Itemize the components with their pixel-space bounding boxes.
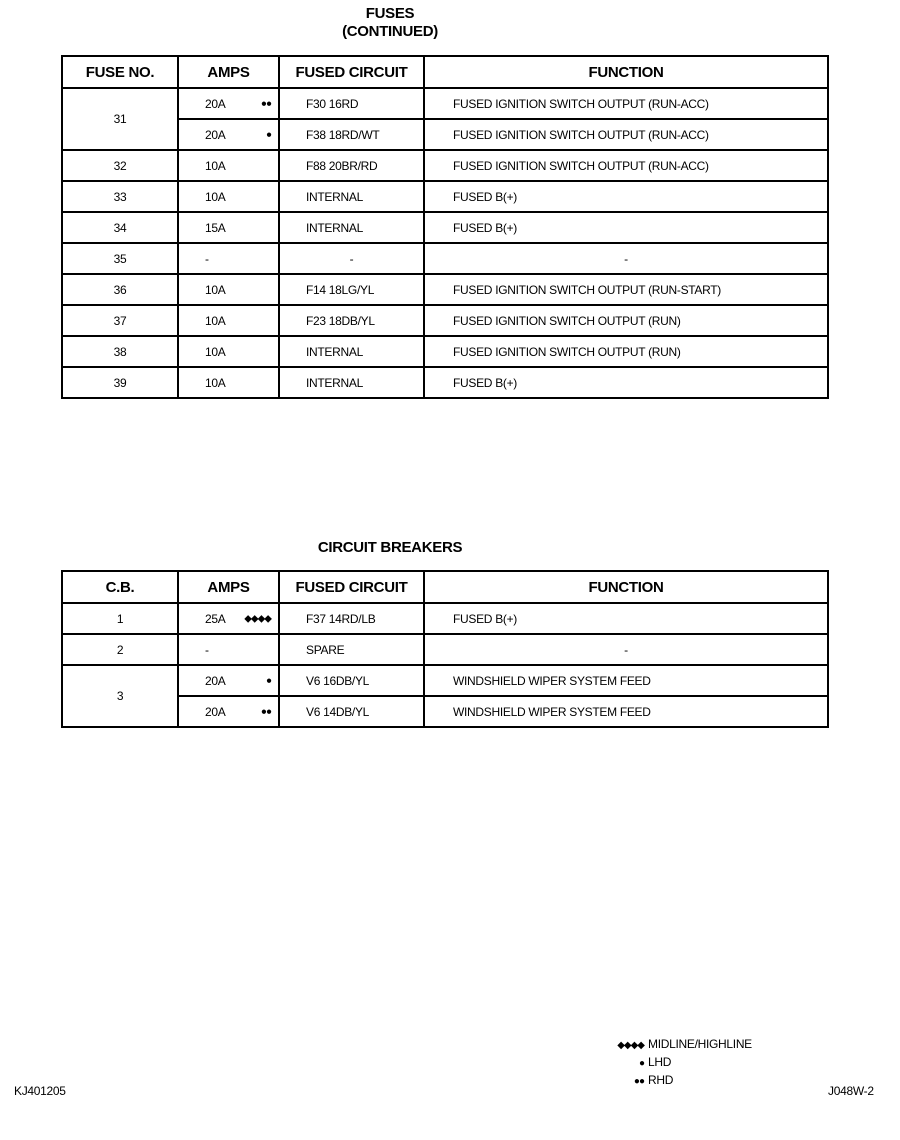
legend-item (612, 1055, 752, 1073)
function: FUSED IGNITION SWITCH OUTPUT (RUN-START) (424, 274, 828, 305)
amps-value: 25A (205, 611, 226, 626)
header-cb: C.B. (62, 571, 178, 603)
table-row (62, 88, 828, 119)
table-row (62, 212, 828, 243)
amps-value: 10A (178, 336, 279, 367)
legend-label: LHD (648, 1055, 672, 1069)
legend-item (612, 1073, 752, 1091)
function: FUSED IGNITION SWITCH OUTPUT (RUN) (424, 305, 828, 336)
lhd-marker-icon: ● (265, 675, 271, 686)
breakers-title: CIRCUIT BREAKERS (317, 539, 463, 556)
fuses-title-line1: FUSES (365, 5, 415, 22)
fused-circuit: V6 14DB/YL (279, 696, 424, 727)
amps-value: 20A (205, 673, 226, 688)
fuses-header-row (62, 56, 828, 88)
amps-value: 20A (205, 704, 226, 719)
table-row (62, 603, 828, 634)
header-amps: AMPS (178, 56, 279, 88)
table-row (62, 665, 828, 696)
fused-circuit: F88 20BR/RD (279, 150, 424, 181)
legend-label: MIDLINE/HIGHLINE (648, 1037, 752, 1051)
function: FUSED B(+) (424, 603, 828, 634)
function: FUSED IGNITION SWITCH OUTPUT (RUN-ACC) (424, 88, 828, 119)
header-fused-circuit: FUSED CIRCUIT (279, 571, 424, 603)
fused-circuit: F38 18RD/WT (279, 119, 424, 150)
amps-value: 20A (205, 127, 226, 142)
table-row (62, 150, 828, 181)
fused-circuit: INTERNAL (279, 212, 424, 243)
fused-circuit: SPARE (279, 634, 424, 665)
legend (612, 1037, 752, 1091)
amps-value: 20A (205, 96, 226, 111)
fuse-number: 39 (62, 367, 178, 398)
header-fuse-no: FUSE NO. (62, 56, 178, 88)
table-row (62, 181, 828, 212)
header-function: FUNCTION (424, 56, 828, 88)
table-row (62, 305, 828, 336)
amps-value: 10A (178, 181, 279, 212)
function: WINDSHIELD WIPER SYSTEM FEED (424, 665, 828, 696)
breakers-header-row (62, 571, 828, 603)
fuse-number: 36 (62, 274, 178, 305)
function: FUSED B(+) (424, 212, 828, 243)
function: FUSED B(+) (424, 367, 828, 398)
function: WINDSHIELD WIPER SYSTEM FEED (424, 696, 828, 727)
cb-number: 2 (62, 634, 178, 665)
diamond-marker-icon: ◆◆◆◆ (617, 1040, 644, 1051)
header-amps: AMPS (178, 571, 279, 603)
fuses-title (0, 5, 780, 41)
legend-label: RHD (648, 1073, 674, 1087)
rhd-marker-icon: ●● (260, 706, 271, 717)
amps-value: - (178, 634, 279, 665)
fuse-number: 32 (62, 150, 178, 181)
amps-value: 10A (178, 150, 279, 181)
fused-circuit: - (279, 243, 424, 274)
fuses-title-line2: (CONTINUED) (342, 23, 438, 40)
breakers-table (61, 570, 829, 728)
cb-number: 1 (62, 603, 178, 634)
table-row (62, 336, 828, 367)
fuse-number: 34 (62, 212, 178, 243)
amps-cell (178, 88, 279, 119)
double-dot-marker-icon: ●● (633, 1076, 644, 1087)
dot-marker-icon: ● (638, 1058, 644, 1069)
midline-highline-marker-icon: ◆◆◆◆ (244, 613, 271, 624)
fused-circuit: V6 16DB/YL (279, 665, 424, 696)
table-row (62, 274, 828, 305)
fuse-number: 35 (62, 243, 178, 274)
header-fused-circuit: FUSED CIRCUIT (279, 56, 424, 88)
amps-value: 10A (178, 367, 279, 398)
function: - (424, 243, 828, 274)
fuse-number: 38 (62, 336, 178, 367)
amps-value: 10A (178, 274, 279, 305)
table-row (62, 367, 828, 398)
fused-circuit: INTERNAL (279, 181, 424, 212)
amps-value: - (178, 243, 279, 274)
lhd-marker-icon: ● (265, 129, 271, 140)
fused-circuit: INTERNAL (279, 336, 424, 367)
amps-value: 10A (178, 305, 279, 336)
function: FUSED B(+) (424, 181, 828, 212)
fused-circuit: INTERNAL (279, 367, 424, 398)
amps-cell (178, 119, 279, 150)
function: - (424, 634, 828, 665)
legend-item (612, 1037, 752, 1055)
amps-cell (178, 603, 279, 634)
table-row (62, 243, 828, 274)
fuse-number: 33 (62, 181, 178, 212)
amps-value: 15A (178, 212, 279, 243)
table-row (62, 634, 828, 665)
fused-circuit: F37 14RD/LB (279, 603, 424, 634)
amps-cell (178, 665, 279, 696)
footer-right-code: J048W-2 (828, 1084, 874, 1098)
fuse-number: 31 (62, 88, 178, 150)
footer-left-code: KJ401205 (14, 1084, 66, 1098)
rhd-marker-icon: ●● (260, 98, 271, 109)
function: FUSED IGNITION SWITCH OUTPUT (RUN-ACC) (424, 150, 828, 181)
fused-circuit: F30 16RD (279, 88, 424, 119)
fused-circuit: F23 18DB/YL (279, 305, 424, 336)
header-function: FUNCTION (424, 571, 828, 603)
fused-circuit: F14 18LG/YL (279, 274, 424, 305)
function: FUSED IGNITION SWITCH OUTPUT (RUN) (424, 336, 828, 367)
function: FUSED IGNITION SWITCH OUTPUT (RUN-ACC) (424, 119, 828, 150)
amps-cell (178, 696, 279, 727)
cb-number: 3 (62, 665, 178, 727)
fuses-table (61, 55, 829, 399)
fuse-number: 37 (62, 305, 178, 336)
